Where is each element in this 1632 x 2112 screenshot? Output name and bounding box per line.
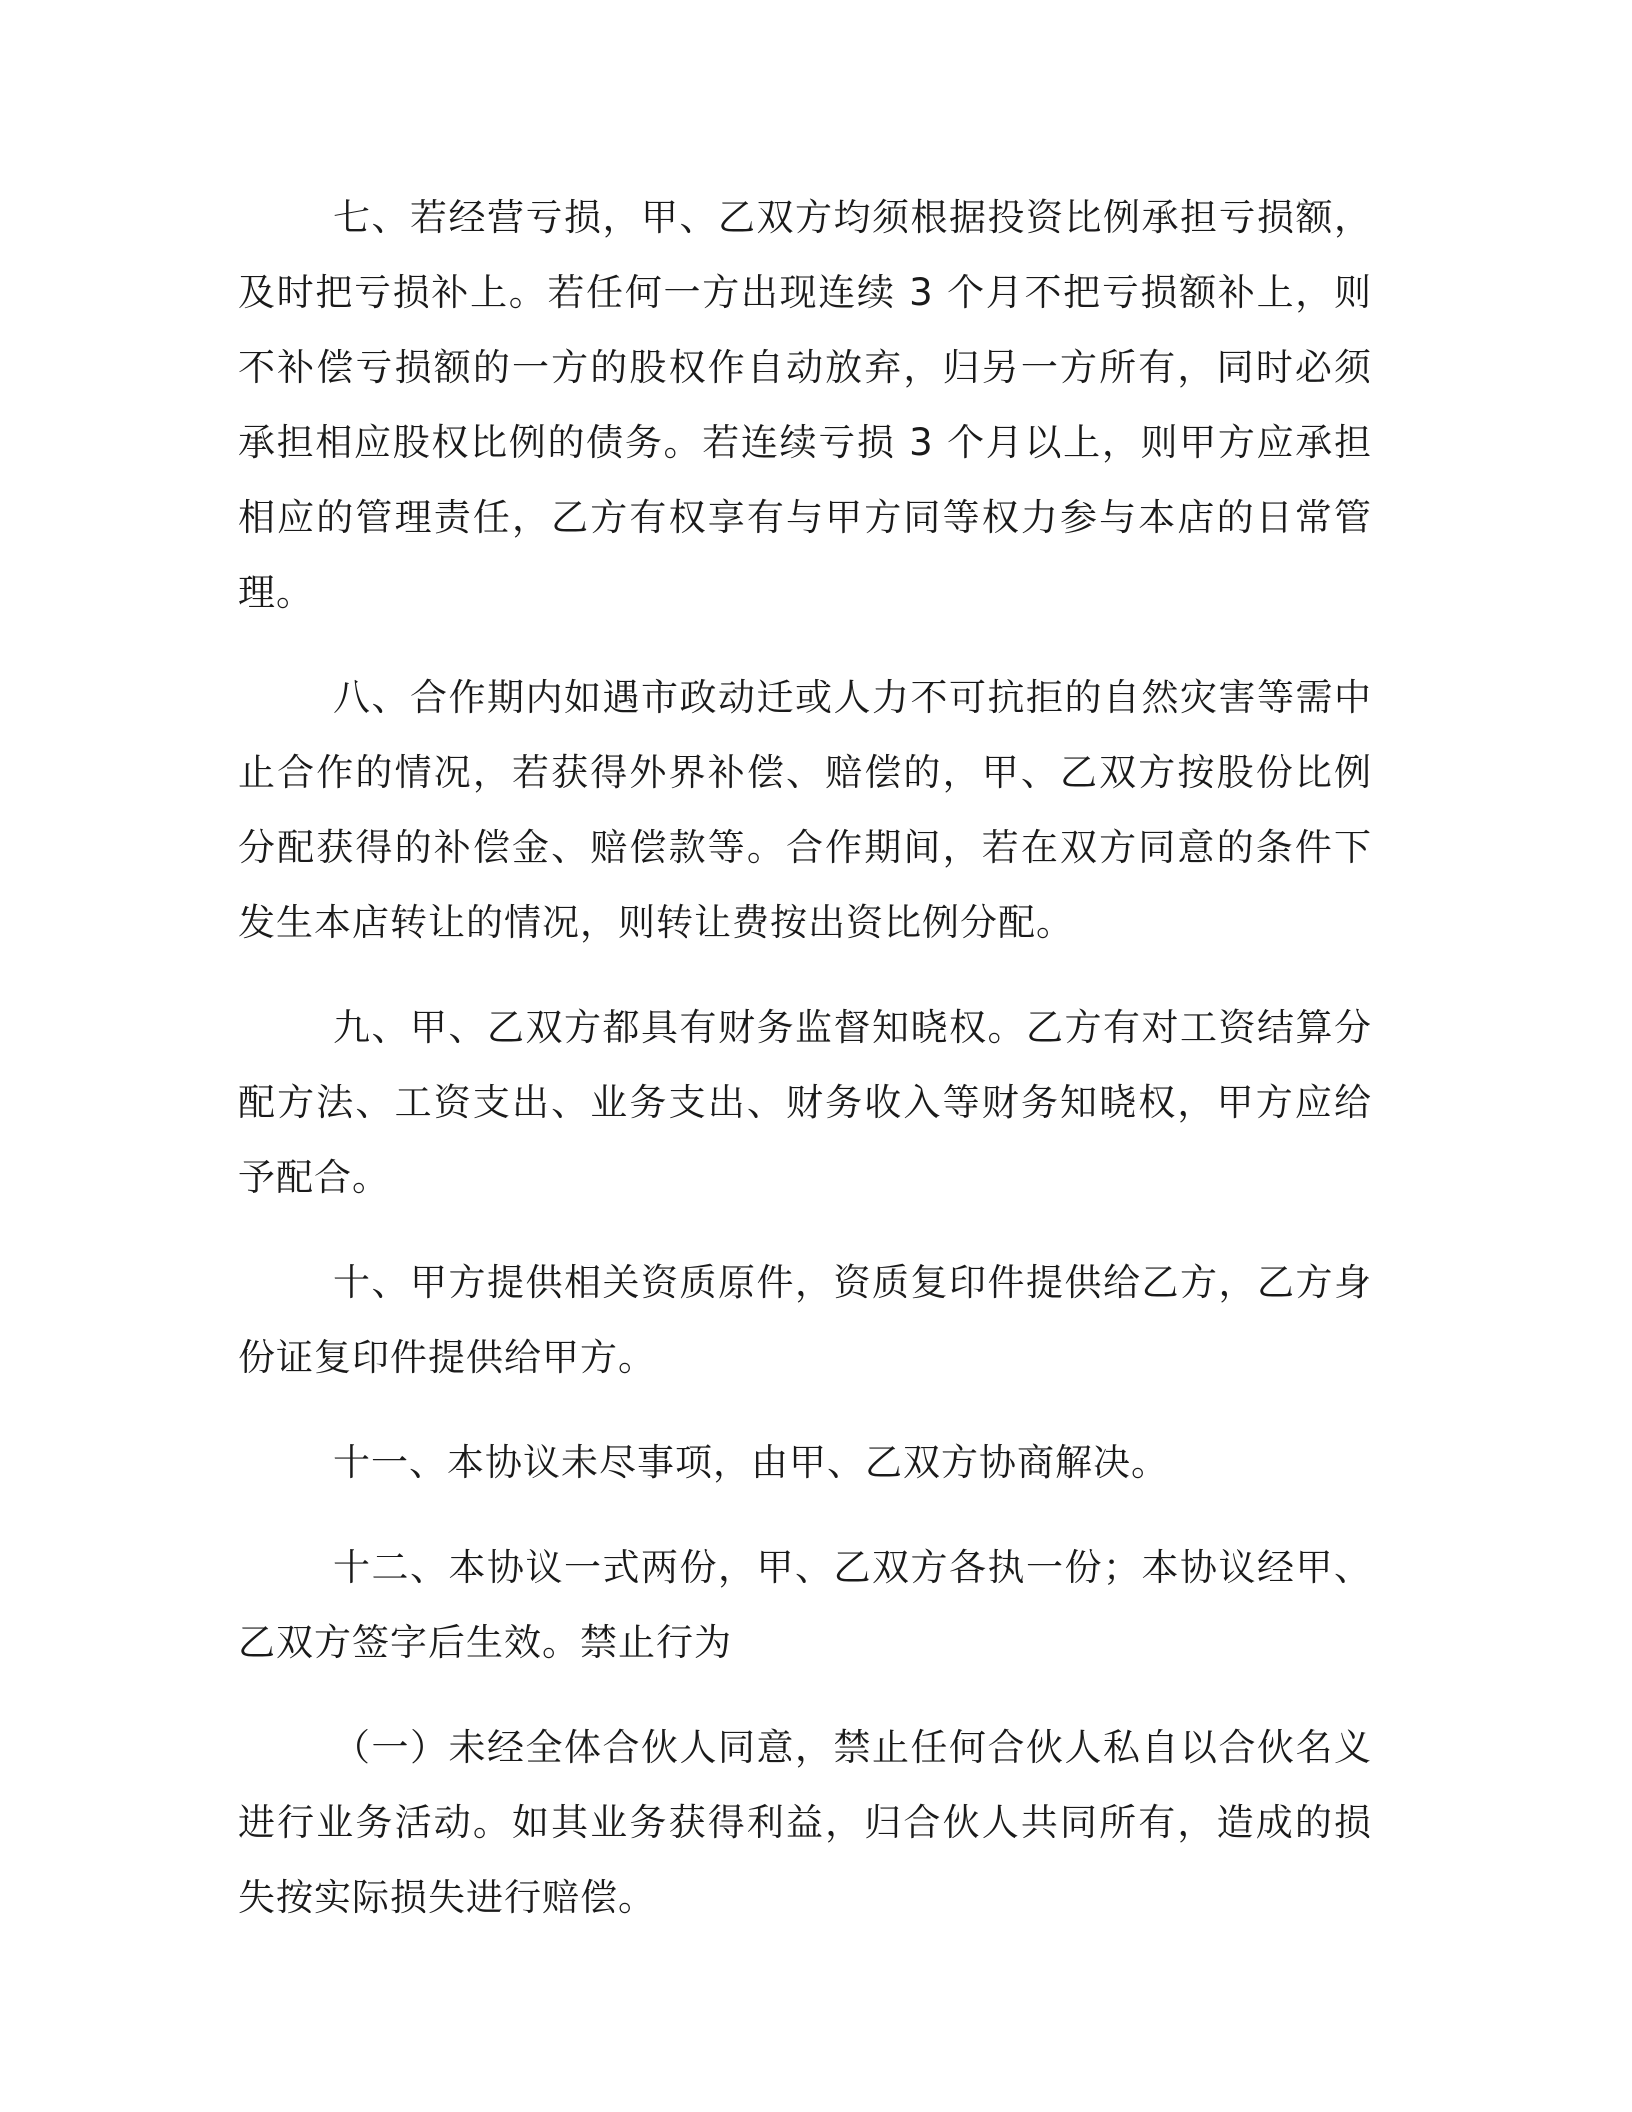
clause-10: 十、甲方提供相关资质原件，资质复印件提供给乙方，乙方身份证复印件提供给甲方。	[238, 1261, 1372, 1379]
prohibition-1: （一）未经全体合伙人同意，禁止任何合伙人私自以合伙名义进行业务活动。如其业务获得利益，归合伙人共同所有，造成的损失按实际损失进行赔偿。	[238, 1726, 1372, 1919]
clause-9: 九、甲、乙双方都具有财务监督知晓权。乙方有对工资结算分配方法、工资支出、业务支出、财务收入等财务知晓权，甲方应给予配合。	[238, 1006, 1372, 1199]
document-page	[238, 180, 1372, 1965]
clause-11: 十一、本协议未尽事项，由甲、乙双方协商解决。	[333, 1441, 1169, 1484]
clause-8: 八、合作期内如遇市政动迁或人力不可抗拒的自然灾害等需中止合作的情况，若获得外界补偿、赔偿的，甲、乙双方按股份比例分配获得的补偿金、赔偿款等。合作期间，若在双方同意的条件下发生本店转让的情况，则转让费按出资比例分配。	[238, 676, 1372, 944]
clause-12: 十二、本协议一式两份，甲、乙双方各执一份；本协议经甲、乙双方签字后生效。禁止行为	[238, 1546, 1372, 1664]
clause-7: 七、若经营亏损，甲、乙双方均须根据投资比例承担亏损额，及时把亏损补上。若任何一方出现连续 3 个月不把亏损额补上，则不补偿亏损额的一方的股权作自动放弃，归另一方所有，同时必须承担相应股权比例的债务。若连续亏损 3 个月以上，则甲方应承担相应的管理责任，乙方有权享有与甲方同等权力参与本店的日常管理。	[238, 196, 1372, 614]
